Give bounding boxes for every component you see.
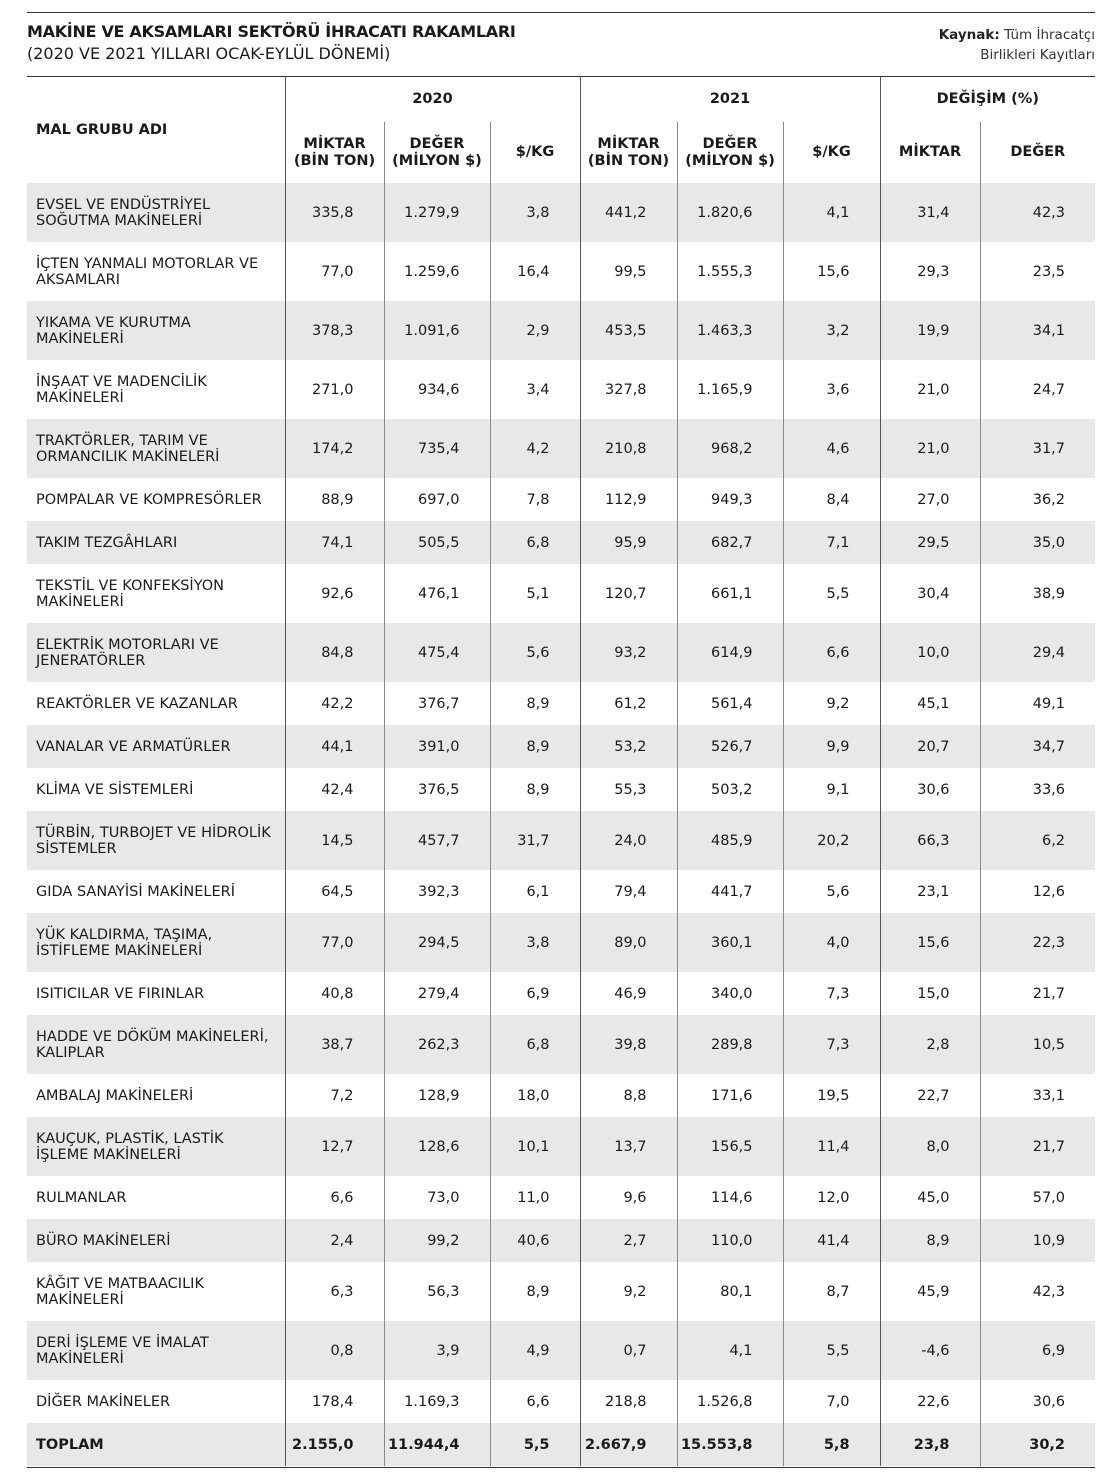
table-row: [27, 1015, 1095, 1074]
cell-perkg-2020: 5,6: [490, 623, 580, 682]
cell-miktar-2020: 74,1: [285, 521, 384, 564]
cell-miktar-2021: 2,7: [580, 1219, 677, 1262]
table-row: [27, 1321, 1095, 1380]
cell-miktar-change: 66,3: [880, 811, 980, 870]
table-row: [27, 1219, 1095, 1262]
cell-perkg-2020: 6,8: [490, 1015, 580, 1074]
page-title: MAKİNE VE AKSAMLARI SEKTÖRÜ İHRACATI RAKAMLARI: [27, 22, 516, 41]
cell-miktar-2020: 12,7: [285, 1117, 384, 1176]
cell-perkg-2020: 6,8: [490, 521, 580, 564]
cell-deger-2021: 526,7: [677, 725, 783, 768]
source-label: Kaynak:: [938, 27, 1000, 43]
cell-miktar-change: 15,6: [880, 913, 980, 972]
cell-miktar-2020: 84,8: [285, 623, 384, 682]
cell-miktar-2021: 112,9: [580, 478, 677, 521]
cell-deger-change: 49,1: [980, 682, 1095, 725]
cell-miktar-2021: 99,5: [580, 242, 677, 301]
cell-perkg-2021: 5,5: [783, 1321, 880, 1380]
cell-deger-change: 33,1: [980, 1074, 1095, 1117]
cell-miktar-2021: 55,3: [580, 768, 677, 811]
cell-miktar-change: 29,5: [880, 521, 980, 564]
cell-miktar-2021: 79,4: [580, 870, 677, 913]
cell-miktar-change: 8,0: [880, 1117, 980, 1176]
row-name: ELEKTRİK MOTORLARI VE JENERATÖRLER: [27, 623, 285, 682]
cell-deger-change: 57,0: [980, 1176, 1095, 1219]
export-table: [27, 76, 1095, 1466]
cell-miktar-2021: 61,2: [580, 682, 677, 725]
cell-miktar-2021: 210,8: [580, 419, 677, 478]
cell-miktar-change: 31,4: [880, 183, 980, 242]
cell-perkg-2021: 41,4: [783, 1219, 880, 1262]
cell-deger-change: 22,3: [980, 913, 1095, 972]
cell-deger-2020: 735,4: [384, 419, 490, 478]
cell-deger-change: 34,1: [980, 301, 1095, 360]
bottom-rule: [27, 1467, 1095, 1468]
row-name: TAKIM TEZGÂHLARI: [27, 521, 285, 564]
cell-perkg-2020: 3,8: [490, 183, 580, 242]
cell-miktar-2020: 178,4: [285, 1380, 384, 1423]
cell-deger-2021: 110,0: [677, 1219, 783, 1262]
cell-deger-2021: 4,1: [677, 1321, 783, 1380]
table-row: [27, 301, 1095, 360]
cell-perkg-2020: 6,9: [490, 972, 580, 1015]
table-row: [27, 768, 1095, 811]
cell-miktar-change: 2,8: [880, 1015, 980, 1074]
cell-deger-2020: 56,3: [384, 1262, 490, 1321]
row-name: KLİMA VE SİSTEMLERİ: [36, 781, 194, 798]
table-row: [27, 870, 1095, 913]
cell-deger-2020: 697,0: [384, 478, 490, 521]
row-name: RULMANLAR: [36, 1189, 127, 1206]
row-name: YIKAMA VE KURUTMA MAKİNELERİ: [27, 301, 285, 360]
cell-deger-2021: 1.165,9: [677, 360, 783, 419]
cell-miktar-2021: 0,7: [580, 1321, 677, 1380]
cell-deger-2021: 968,2: [677, 419, 783, 478]
cell-deger-2020: 1.279,9: [384, 183, 490, 242]
col-header-deger-2021: DEĞER (MİLYON $): [677, 122, 783, 183]
cell-miktar-2020: 42,2: [285, 682, 384, 725]
total-perkg-2020: 5,5: [490, 1423, 580, 1466]
cell-perkg-2021: 7,0: [783, 1380, 880, 1423]
cell-deger-2021: 1.463,3: [677, 301, 783, 360]
cell-miktar-2020: 2,4: [285, 1219, 384, 1262]
cell-deger-2021: 171,6: [677, 1074, 783, 1117]
cell-miktar-change: 22,7: [880, 1074, 980, 1117]
cell-miktar-2021: 218,8: [580, 1380, 677, 1423]
cell-deger-change: 10,5: [980, 1015, 1095, 1074]
cell-perkg-2021: 9,9: [783, 725, 880, 768]
table-row: [27, 419, 1095, 478]
cell-miktar-2020: 6,3: [285, 1262, 384, 1321]
cell-miktar-2020: 88,9: [285, 478, 384, 521]
cell-miktar-2020: 14,5: [285, 811, 384, 870]
cell-miktar-2021: 89,0: [580, 913, 677, 972]
cell-deger-2020: 73,0: [384, 1176, 490, 1219]
col-header-2020: 2020: [285, 77, 580, 123]
cell-perkg-2020: 3,4: [490, 360, 580, 419]
table-row: [27, 725, 1095, 768]
cell-perkg-2021: 3,6: [783, 360, 880, 419]
cell-miktar-change: 10,0: [880, 623, 980, 682]
cell-perkg-2020: 5,1: [490, 564, 580, 623]
row-name: TEKSTİL VE KONFEKSİYON MAKİNELERİ: [36, 577, 225, 610]
cell-perkg-2020: 6,6: [490, 1380, 580, 1423]
cell-deger-2021: 949,3: [677, 478, 783, 521]
row-name: REAKTÖRLER VE KAZANLAR: [36, 695, 238, 712]
cell-miktar-change: 21,0: [880, 419, 980, 478]
cell-deger-2021: 614,9: [677, 623, 783, 682]
cell-perkg-2020: 4,9: [490, 1321, 580, 1380]
cell-perkg-2020: 8,9: [490, 768, 580, 811]
cell-deger-2020: 934,6: [384, 360, 490, 419]
cell-deger-change: 34,7: [980, 725, 1095, 768]
row-name: EVSEL VE ENDÜSTRİYEL SOĞUTMA MAKİNELERİ: [27, 183, 285, 242]
cell-perkg-2021: 20,2: [783, 811, 880, 870]
cell-deger-2021: 1.555,3: [677, 242, 783, 301]
table-row: [27, 564, 1095, 623]
cell-perkg-2021: 4,6: [783, 419, 880, 478]
row-name: ISITICILAR VE FIRINLAR: [36, 985, 205, 1002]
cell-perkg-2021: 3,2: [783, 301, 880, 360]
cell-miktar-2020: 271,0: [285, 360, 384, 419]
cell-perkg-2020: 40,6: [490, 1219, 580, 1262]
cell-perkg-2021: 4,1: [783, 183, 880, 242]
table-row: [27, 1074, 1095, 1117]
cell-deger-2020: 1.169,3: [384, 1380, 490, 1423]
cell-deger-change: 35,0: [980, 521, 1095, 564]
cell-deger-2020: 457,7: [384, 811, 490, 870]
col-header-name: MAL GRUBU ADI: [36, 121, 168, 138]
cell-deger-2021: 503,2: [677, 768, 783, 811]
cell-deger-2021: 360,1: [677, 913, 783, 972]
table-row: [27, 811, 1095, 870]
row-name: DİĞER MAKİNELER: [36, 1393, 171, 1410]
cell-deger-2021: 561,4: [677, 682, 783, 725]
cell-perkg-2020: 10,1: [490, 1117, 580, 1176]
cell-miktar-change: 8,9: [880, 1219, 980, 1262]
cell-deger-2020: 376,7: [384, 682, 490, 725]
table-row: [27, 183, 1095, 242]
row-name: VANALAR VE ARMATÜRLER: [27, 725, 285, 768]
table-row: [27, 972, 1095, 1015]
cell-miktar-2020: 44,1: [285, 725, 384, 768]
table-row: [27, 623, 1095, 682]
cell-perkg-2021: 4,0: [783, 913, 880, 972]
cell-deger-2020: 3,9: [384, 1321, 490, 1380]
cell-deger-change: 31,7: [980, 419, 1095, 478]
cell-deger-change: 42,3: [980, 183, 1095, 242]
cell-deger-change: 24,7: [980, 360, 1095, 419]
cell-miktar-change: -4,6: [880, 1321, 980, 1380]
cell-miktar-change: 15,0: [880, 972, 980, 1015]
cell-deger-change: 30,6: [980, 1380, 1095, 1423]
cell-perkg-2020: 18,0: [490, 1074, 580, 1117]
cell-miktar-change: 45,1: [880, 682, 980, 725]
row-name: TÜRBİN, TURBOJET VE HİDROLİK SİSTEMLER: [27, 811, 285, 870]
cell-deger-2020: 99,2: [384, 1219, 490, 1262]
cell-perkg-2021: 7,1: [783, 521, 880, 564]
cell-miktar-2021: 39,8: [580, 1015, 677, 1074]
source-line1: Tüm İhracatçı: [1004, 27, 1095, 43]
cell-miktar-2021: 9,2: [580, 1262, 677, 1321]
cell-deger-2021: 80,1: [677, 1262, 783, 1321]
cell-deger-2020: 391,0: [384, 725, 490, 768]
col-header-2021: 2021: [580, 77, 880, 123]
cell-deger-change: 38,9: [980, 564, 1095, 623]
cell-deger-2021: 114,6: [677, 1176, 783, 1219]
cell-deger-2021: 485,9: [677, 811, 783, 870]
cell-perkg-2020: 7,8: [490, 478, 580, 521]
cell-deger-change: 21,7: [980, 1117, 1095, 1176]
cell-miktar-change: 22,6: [880, 1380, 980, 1423]
cell-perkg-2021: 11,4: [783, 1117, 880, 1176]
col-header-perkg-2020: $/KG: [490, 122, 580, 183]
cell-miktar-2021: 46,9: [580, 972, 677, 1015]
cell-miktar-2021: 93,2: [580, 623, 677, 682]
cell-deger-change: 36,2: [980, 478, 1095, 521]
cell-perkg-2021: 12,0: [783, 1176, 880, 1219]
cell-miktar-change: 27,0: [880, 478, 980, 521]
table-row: [27, 913, 1095, 972]
total-miktar-2020: 2.155,0: [285, 1423, 384, 1466]
cell-perkg-2020: 31,7: [490, 811, 580, 870]
cell-miktar-2021: 95,9: [580, 521, 677, 564]
cell-miktar-2020: 174,2: [285, 419, 384, 478]
cell-miktar-2020: 64,5: [285, 870, 384, 913]
cell-perkg-2021: 8,7: [783, 1262, 880, 1321]
cell-miktar-2020: 92,6: [285, 564, 384, 623]
cell-miktar-2020: 6,6: [285, 1176, 384, 1219]
row-name: YÜK KALDIRMA, TAŞIMA, İSTİFLEME MAKİNELERİ: [27, 913, 285, 972]
cell-deger-2021: 1.820,6: [677, 183, 783, 242]
cell-miktar-change: 21,0: [880, 360, 980, 419]
cell-perkg-2021: 15,6: [783, 242, 880, 301]
cell-miktar-2021: 53,2: [580, 725, 677, 768]
cell-deger-2020: 128,6: [384, 1117, 490, 1176]
source-note: [939, 25, 1095, 65]
page-subtitle: (2020 VE 2021 YILLARI OCAK-EYLÜL DÖNEMİ): [27, 44, 391, 63]
cell-perkg-2020: 8,9: [490, 1262, 580, 1321]
cell-deger-change: 21,7: [980, 972, 1095, 1015]
cell-perkg-2021: 8,4: [783, 478, 880, 521]
cell-miktar-change: 20,7: [880, 725, 980, 768]
table-row: [27, 1380, 1095, 1423]
cell-perkg-2020: 6,1: [490, 870, 580, 913]
cell-perkg-2021: 7,3: [783, 1015, 880, 1074]
col-header-change: DEĞİŞİM (%): [880, 77, 1095, 123]
table-row: [27, 1176, 1095, 1219]
cell-miktar-2020: 77,0: [285, 913, 384, 972]
cell-miktar-2020: 0,8: [285, 1321, 384, 1380]
cell-miktar-change: 45,9: [880, 1262, 980, 1321]
cell-miktar-2020: 335,8: [285, 183, 384, 242]
cell-deger-2020: 1.259,6: [384, 242, 490, 301]
cell-perkg-2020: 8,9: [490, 682, 580, 725]
cell-deger-2021: 156,5: [677, 1117, 783, 1176]
cell-miktar-2020: 38,7: [285, 1015, 384, 1074]
cell-deger-2021: 1.526,8: [677, 1380, 783, 1423]
cell-perkg-2020: 11,0: [490, 1176, 580, 1219]
total-deger-2020: 11.944,4: [384, 1423, 490, 1466]
cell-deger-2021: 682,7: [677, 521, 783, 564]
table-row: [27, 360, 1095, 419]
cell-deger-2020: 392,3: [384, 870, 490, 913]
cell-miktar-2021: 120,7: [580, 564, 677, 623]
table-row: [27, 478, 1095, 521]
row-name: İÇTEN YANMALI MOTORLAR VE AKSAMLARI: [36, 255, 259, 288]
cell-perkg-2021: 9,1: [783, 768, 880, 811]
cell-miktar-2020: 42,4: [285, 768, 384, 811]
total-label: TOPLAM: [27, 1423, 285, 1466]
row-name: TRAKTÖRLER, TARIM VE ORMANCILIK MAKİNELERİ: [27, 419, 285, 478]
cell-miktar-change: 23,1: [880, 870, 980, 913]
cell-deger-2020: 1.091,6: [384, 301, 490, 360]
table-row: [27, 521, 1095, 564]
cell-perkg-2021: 5,6: [783, 870, 880, 913]
cell-miktar-2021: 24,0: [580, 811, 677, 870]
row-name: AMBALAJ MAKİNELERİ: [36, 1087, 194, 1104]
cell-perkg-2020: 2,9: [490, 301, 580, 360]
total-perkg-2021: 5,8: [783, 1423, 880, 1466]
cell-deger-2021: 289,8: [677, 1015, 783, 1074]
row-name: HADDE VE DÖKÜM MAKİNELERİ, KALIPLAR: [27, 1015, 285, 1074]
cell-miktar-change: 45,0: [880, 1176, 980, 1219]
cell-deger-2020: 128,9: [384, 1074, 490, 1117]
cell-deger-2020: 279,4: [384, 972, 490, 1015]
cell-miktar-change: 30,6: [880, 768, 980, 811]
cell-miktar-2021: 8,8: [580, 1074, 677, 1117]
cell-perkg-2020: 4,2: [490, 419, 580, 478]
col-header-deger-2020: DEĞER (MİLYON $): [384, 122, 490, 183]
table-row: [27, 242, 1095, 301]
cell-perkg-2020: 8,9: [490, 725, 580, 768]
cell-deger-change: 12,6: [980, 870, 1095, 913]
cell-deger-change: 42,3: [980, 1262, 1095, 1321]
col-header-miktar-2021: MİKTAR (BİN TON): [580, 122, 677, 183]
cell-deger-2021: 340,0: [677, 972, 783, 1015]
cell-miktar-2021: 441,2: [580, 183, 677, 242]
cell-deger-2021: 441,7: [677, 870, 783, 913]
col-header-deger-change: DEĞER: [980, 122, 1095, 183]
row-name: GIDA SANAYİSİ MAKİNELERİ: [36, 883, 236, 900]
cell-perkg-2021: 6,6: [783, 623, 880, 682]
row-name: KAUÇUK, PLASTİK, LASTİK İŞLEME MAKİNELERİ: [27, 1117, 285, 1176]
cell-deger-change: 29,4: [980, 623, 1095, 682]
cell-perkg-2021: 7,3: [783, 972, 880, 1015]
table-row: [27, 1117, 1095, 1176]
row-name: DERİ İŞLEME VE İMALAT MAKİNELERİ: [27, 1321, 285, 1380]
cell-deger-change: 6,9: [980, 1321, 1095, 1380]
row-name: İNŞAAT VE MADENCİLİK MAKİNELERİ: [36, 373, 207, 406]
top-rule: [27, 12, 1095, 13]
table-row: [27, 1262, 1095, 1321]
col-header-perkg-2021: $/KG: [783, 122, 880, 183]
cell-miktar-2020: 378,3: [285, 301, 384, 360]
table-row: [27, 682, 1095, 725]
total-row: [27, 1423, 1095, 1466]
total-deger-change: 30,2: [980, 1423, 1095, 1466]
col-header-miktar-2020: MİKTAR (BİN TON): [285, 122, 384, 183]
cell-miktar-2021: 13,7: [580, 1117, 677, 1176]
cell-deger-change: 33,6: [980, 768, 1095, 811]
cell-miktar-change: 30,4: [880, 564, 980, 623]
total-deger-2021: 15.553,8: [677, 1423, 783, 1466]
cell-deger-change: 10,9: [980, 1219, 1095, 1262]
total-miktar-2021: 2.667,9: [580, 1423, 677, 1466]
table-body: [27, 183, 1095, 1466]
row-name: POMPALAR VE KOMPRESÖRLER: [36, 491, 262, 508]
source-line2: Birlikleri Kayıtları: [980, 47, 1095, 63]
cell-deger-2020: 294,5: [384, 913, 490, 972]
cell-deger-2020: 475,4: [384, 623, 490, 682]
cell-miktar-change: 19,9: [880, 301, 980, 360]
row-name: KÂĞIT VE MATBAACILIK MAKİNELERİ: [36, 1275, 204, 1308]
cell-perkg-2021: 5,5: [783, 564, 880, 623]
cell-miktar-2020: 77,0: [285, 242, 384, 301]
cell-deger-2020: 376,5: [384, 768, 490, 811]
total-miktar-change: 23,8: [880, 1423, 980, 1466]
cell-deger-2021: 661,1: [677, 564, 783, 623]
cell-deger-2020: 476,1: [384, 564, 490, 623]
row-name: BÜRO MAKİNELERİ: [27, 1219, 285, 1262]
cell-deger-change: 23,5: [980, 242, 1095, 301]
cell-miktar-2020: 40,8: [285, 972, 384, 1015]
cell-deger-change: 6,2: [980, 811, 1095, 870]
cell-deger-2020: 262,3: [384, 1015, 490, 1074]
col-header-miktar-change: MİKTAR: [880, 122, 980, 183]
cell-perkg-2021: 19,5: [783, 1074, 880, 1117]
cell-deger-2020: 505,5: [384, 521, 490, 564]
cell-miktar-2020: 7,2: [285, 1074, 384, 1117]
cell-perkg-2020: 16,4: [490, 242, 580, 301]
cell-miktar-2021: 9,6: [580, 1176, 677, 1219]
cell-miktar-change: 29,3: [880, 242, 980, 301]
cell-miktar-2021: 453,5: [580, 301, 677, 360]
cell-perkg-2021: 9,2: [783, 682, 880, 725]
cell-perkg-2020: 3,8: [490, 913, 580, 972]
cell-miktar-2021: 327,8: [580, 360, 677, 419]
